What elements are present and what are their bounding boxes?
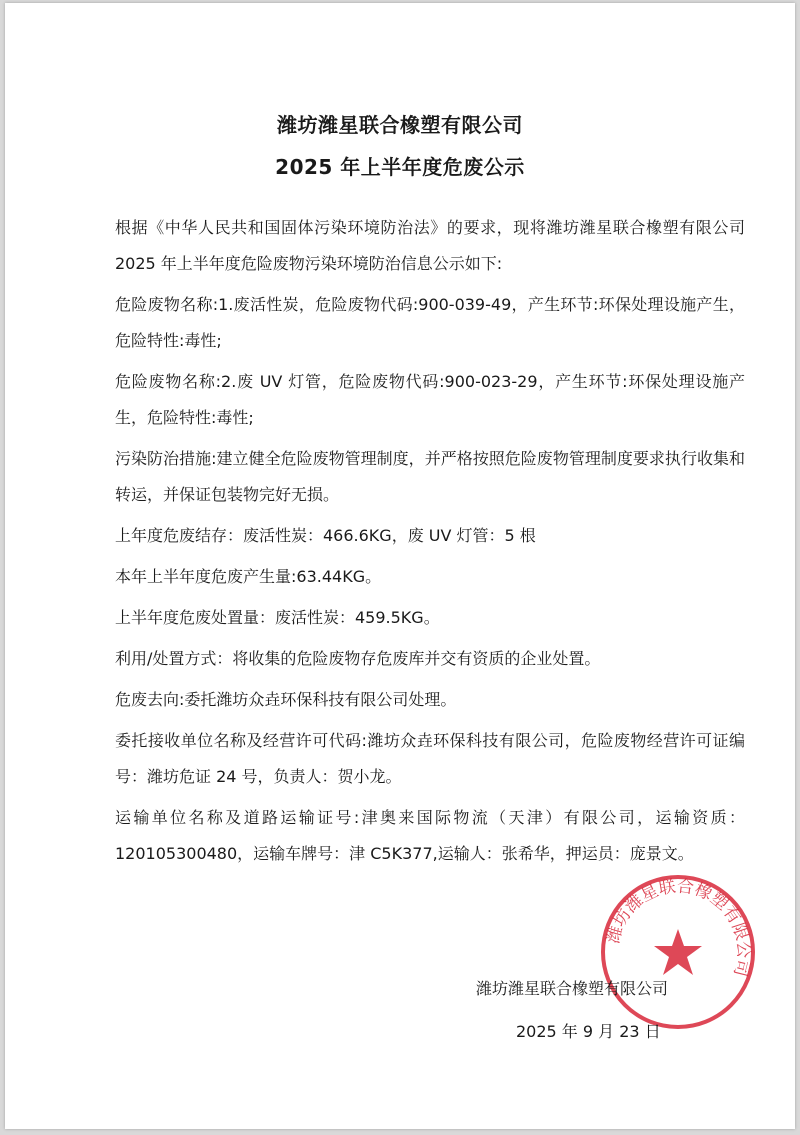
paragraph-receiver: 委托接收单位名称及经营许可代码:潍坊众垚环保科技有限公司，危险废物经营许可证编号：潍坊危证 24 号，负责人：贺小龙。 xyxy=(115,731,745,786)
paragraph-disposed: 上半年度危废处置量：废活性炭：459.5KG。 xyxy=(115,608,440,627)
company-seal xyxy=(597,871,759,1033)
document-page xyxy=(5,3,795,1129)
paragraph-measures: 污染防治措施:建立健全危险废物管理制度，并严格按照危险废物管理制度要求执行收集和转运，并保证包装物完好无损。 xyxy=(115,449,745,504)
paragraph-disposal-method: 利用/处置方式：将收集的危险废物存危废库并交有资质的企业处置。 xyxy=(115,649,601,668)
svg-text:潍坊潍星联合橡塑有限公司: 潍坊潍星联合橡塑有限公司 xyxy=(603,876,754,979)
paragraph-waste-2: 危险废物名称:2.废 UV 灯管，危险废物代码:900-023-29，产生环节:环保处理设施产生，危险特性:毒性; xyxy=(115,372,745,427)
document-subtitle: 2025 年上半年度危废公示 xyxy=(275,155,525,179)
paragraph-intro: 根据《中华人民共和国固体污染环境防治法》的要求，现将潍坊潍星联合橡塑有限公司 2025 年上半年度危险废物污染环境防治信息公示如下: xyxy=(115,218,745,273)
paragraph-generated: 本年上半年度危废产生量:63.44KG。 xyxy=(115,567,382,586)
signature-date: 2025 年 9 月 23 日 xyxy=(516,1022,661,1041)
document-title: 潍坊潍星联合橡塑有限公司 xyxy=(277,113,523,137)
signer-company: 潍坊潍星联合橡塑有限公司 xyxy=(476,979,669,998)
paragraph-destination: 危废去向:委托潍坊众垚环保科技有限公司处理。 xyxy=(115,690,457,709)
paragraph-transport: 运输单位名称及道路运输证号:津奥来国际物流（天津）有限公司，运输资质：120105300480，运输车牌号：津 C5K377,运输人：张希华，押运员：庞景文。 xyxy=(115,808,745,863)
paragraph-previous-stock: 上年度危废结存：废活性炭：466.6KG，废 UV 灯管：5 根 xyxy=(115,526,536,545)
paragraph-waste-1: 危险废物名称:1.废活性炭，危险废物代码:900-039-49，产生环节:环保处理设施产生，危险特性:毒性; xyxy=(115,295,745,350)
document-body xyxy=(115,210,745,877)
